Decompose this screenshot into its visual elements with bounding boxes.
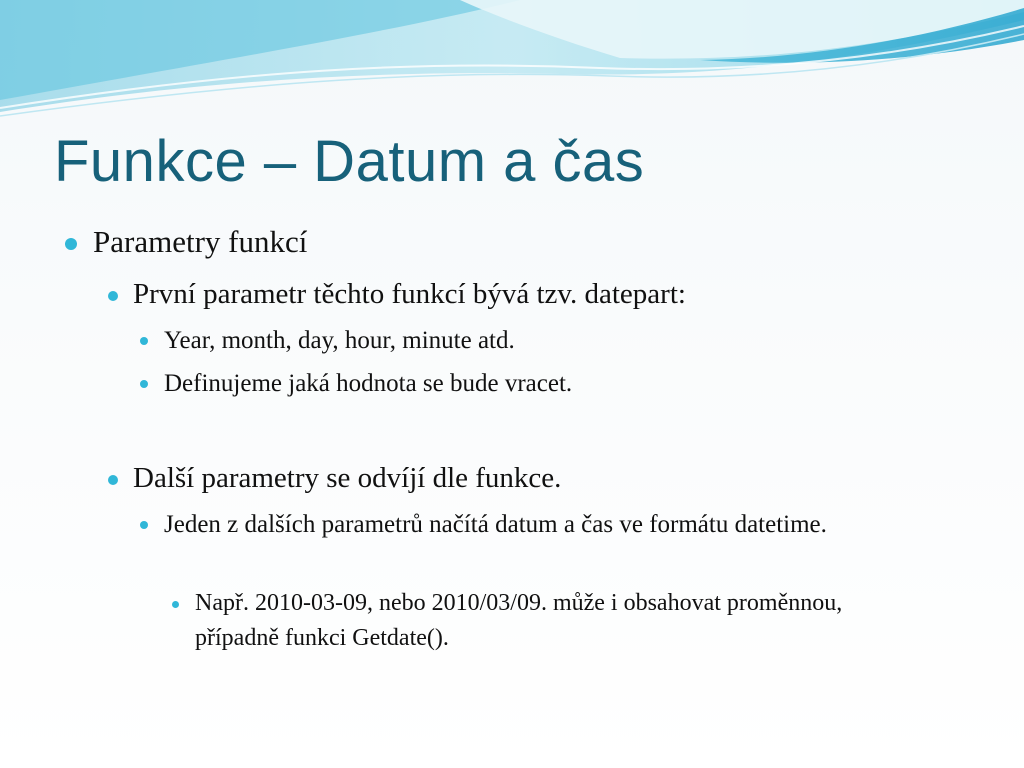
bullet-level1: Parametry funkcí [93,224,308,259]
bullet-icon [140,521,148,529]
bullet-icon [108,475,118,485]
bullet-icon [65,238,77,250]
slide-title: Funkce – Datum a čas [54,129,645,194]
bullet-level2: První parametr těchto funkcí bývá tzv. datepart: [133,278,686,310]
bullet-level3: Jeden z dalších parametrů načítá datum a čas ve formátu datetime. [164,511,827,538]
bullet-level2: Další parametry se odvíjí dle funkce. [133,462,562,494]
bullet-level3: Year, month, day, hour, minute atd. [164,327,515,354]
bullet-icon [108,291,118,301]
bullet-icon [172,601,179,608]
bullet-level4: Např. 2010-03-09, nebo 2010/03/09. může i obsahovat proměnnou, případně funkci Getdate(). [195,590,843,651]
bullet-level3: Definujeme jaká hodnota se bude vracet. [164,370,573,397]
bullet-icon [140,337,148,345]
bullet-icon [140,380,148,388]
